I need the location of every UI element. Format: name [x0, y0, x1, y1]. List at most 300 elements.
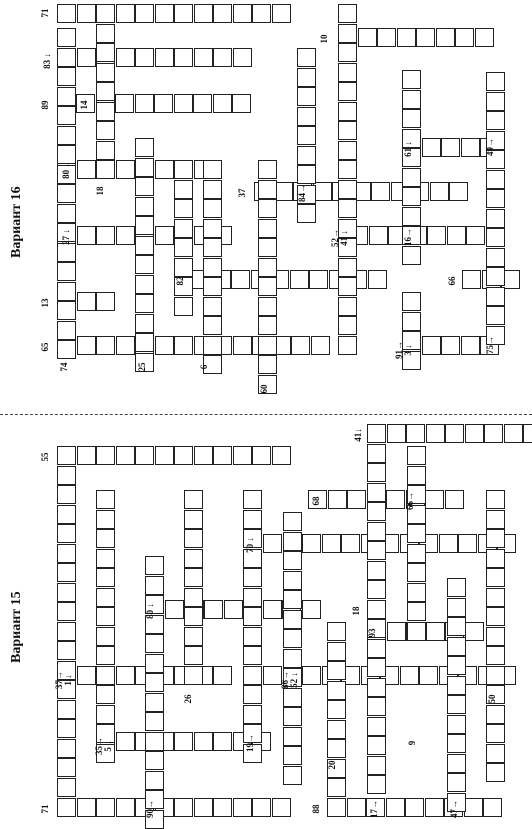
crossword-cell[interactable] — [407, 563, 426, 582]
crossword-cell[interactable] — [155, 160, 174, 179]
crossword-cell[interactable] — [154, 94, 173, 113]
crossword-cell[interactable] — [338, 121, 357, 140]
crossword-cell[interactable] — [145, 654, 164, 673]
crossword-cell[interactable] — [258, 160, 277, 179]
crossword-cell[interactable] — [297, 68, 316, 87]
crossword-cell[interactable] — [486, 170, 505, 189]
crossword-cell[interactable] — [258, 355, 277, 374]
crossword-cell[interactable] — [135, 294, 154, 313]
crossword-cell[interactable] — [441, 138, 460, 157]
crossword-cell[interactable] — [174, 798, 193, 817]
crossword-cell[interactable] — [243, 588, 262, 607]
crossword-cell[interactable] — [203, 336, 222, 355]
crossword-cell[interactable] — [145, 693, 164, 712]
crossword-cell[interactable] — [338, 297, 357, 316]
crossword-cell[interactable] — [194, 798, 213, 817]
crossword-cell[interactable] — [338, 258, 357, 277]
crossword-cell[interactable] — [338, 336, 357, 355]
crossword-cell[interactable] — [135, 275, 154, 294]
crossword-cell[interactable] — [96, 82, 115, 101]
crossword-cell[interactable] — [322, 534, 341, 553]
crossword-cell[interactable] — [77, 666, 96, 685]
crossword-cell[interactable] — [427, 226, 446, 245]
crossword-cell[interactable] — [367, 424, 386, 443]
crossword-cell[interactable] — [426, 622, 445, 641]
crossword-cell[interactable] — [338, 141, 357, 160]
crossword-cell[interactable] — [252, 798, 271, 817]
crossword-cell[interactable] — [135, 333, 154, 352]
crossword-cell[interactable] — [327, 661, 346, 680]
crossword-cell[interactable] — [165, 600, 184, 619]
crossword-cell[interactable] — [455, 28, 474, 47]
crossword-cell[interactable] — [96, 685, 115, 704]
crossword-cell[interactable] — [386, 490, 405, 509]
crossword-cell[interactable] — [243, 685, 262, 704]
crossword-cell[interactable] — [174, 4, 193, 23]
crossword-cell[interactable] — [57, 67, 76, 86]
crossword-cell[interactable] — [96, 549, 115, 568]
crossword-cell[interactable] — [184, 568, 203, 587]
crossword-cell[interactable] — [486, 588, 505, 607]
crossword-cell[interactable] — [145, 751, 164, 770]
crossword-cell[interactable] — [407, 544, 426, 563]
crossword-cell[interactable] — [96, 646, 115, 665]
crossword-cell[interactable] — [96, 336, 115, 355]
crossword-cell[interactable] — [96, 141, 115, 160]
crossword-cell[interactable] — [57, 622, 76, 641]
crossword-cell[interactable] — [486, 646, 505, 665]
crossword-cell[interactable] — [407, 583, 426, 602]
crossword-cell[interactable] — [174, 160, 193, 179]
crossword-cell[interactable] — [416, 28, 435, 47]
crossword-cell[interactable] — [297, 107, 316, 126]
crossword-cell[interactable] — [96, 102, 115, 121]
crossword-cell[interactable] — [57, 700, 76, 719]
crossword-cell[interactable] — [402, 168, 421, 187]
crossword-cell[interactable] — [203, 258, 222, 277]
crossword-cell[interactable] — [367, 522, 386, 541]
crossword-cell[interactable] — [116, 666, 135, 685]
crossword-cell[interactable] — [402, 70, 421, 89]
crossword-cell[interactable] — [458, 534, 477, 553]
crossword-cell[interactable] — [184, 666, 203, 685]
crossword-cell[interactable] — [57, 87, 76, 106]
crossword-cell[interactable] — [57, 48, 76, 67]
crossword-cell[interactable] — [402, 109, 421, 128]
crossword-cell[interactable] — [422, 138, 441, 157]
crossword-cell[interactable] — [135, 138, 154, 157]
crossword-cell[interactable] — [328, 490, 347, 509]
crossword-cell[interactable] — [116, 48, 135, 67]
crossword-cell[interactable] — [57, 583, 76, 602]
crossword-cell[interactable] — [367, 502, 386, 521]
crossword-cell[interactable] — [203, 160, 222, 179]
crossword-cell[interactable] — [213, 4, 232, 23]
crossword-cell[interactable] — [486, 607, 505, 626]
crossword-cell[interactable] — [302, 666, 321, 685]
crossword-cell[interactable] — [283, 746, 302, 765]
crossword-cell[interactable] — [77, 336, 96, 355]
crossword-cell[interactable] — [77, 48, 96, 67]
crossword-cell[interactable] — [297, 146, 316, 165]
crossword-cell[interactable] — [369, 226, 388, 245]
crossword-cell[interactable] — [77, 798, 96, 817]
crossword-cell[interactable] — [475, 28, 494, 47]
crossword-cell[interactable] — [290, 270, 309, 289]
crossword-cell[interactable] — [194, 446, 213, 465]
crossword-cell[interactable] — [327, 720, 346, 739]
crossword-cell[interactable] — [367, 444, 386, 463]
crossword-cell[interactable] — [283, 610, 302, 629]
crossword-cell[interactable] — [405, 798, 424, 817]
crossword-cell[interactable] — [258, 219, 277, 238]
crossword-cell[interactable] — [116, 226, 135, 245]
crossword-cell[interactable] — [57, 798, 76, 817]
crossword-cell[interactable] — [57, 28, 76, 47]
crossword-cell[interactable] — [523, 424, 532, 443]
crossword-cell[interactable] — [174, 180, 193, 199]
crossword-cell[interactable] — [96, 63, 115, 82]
crossword-cell[interactable] — [367, 541, 386, 560]
crossword-cell[interactable] — [302, 534, 321, 553]
crossword-cell[interactable] — [387, 622, 406, 641]
crossword-cell[interactable] — [135, 4, 154, 23]
crossword-cell[interactable] — [145, 732, 164, 751]
crossword-cell[interactable] — [338, 82, 357, 101]
crossword-cell[interactable] — [407, 466, 426, 485]
crossword-cell[interactable] — [447, 598, 466, 617]
crossword-cell[interactable] — [447, 754, 466, 773]
crossword-cell[interactable] — [243, 510, 262, 529]
crossword-cell[interactable] — [486, 490, 505, 509]
crossword-cell[interactable] — [327, 778, 346, 797]
crossword-cell[interactable] — [184, 607, 203, 626]
crossword-cell[interactable] — [486, 529, 505, 548]
crossword-cell[interactable] — [243, 666, 262, 685]
crossword-cell[interactable] — [96, 24, 115, 43]
crossword-cell[interactable] — [311, 336, 330, 355]
crossword-cell[interactable] — [213, 48, 232, 67]
crossword-cell[interactable] — [327, 700, 346, 719]
crossword-cell[interactable] — [283, 707, 302, 726]
crossword-cell[interactable] — [174, 94, 193, 113]
crossword-cell[interactable] — [145, 712, 164, 731]
crossword-cell[interactable] — [465, 622, 484, 641]
crossword-cell[interactable] — [135, 158, 154, 177]
crossword-cell[interactable] — [252, 446, 271, 465]
crossword-cell[interactable] — [77, 446, 96, 465]
crossword-cell[interactable] — [203, 219, 222, 238]
crossword-cell[interactable] — [57, 563, 76, 582]
crossword-cell[interactable] — [57, 466, 76, 485]
crossword-cell[interactable] — [203, 316, 222, 335]
crossword-cell[interactable] — [430, 182, 449, 201]
crossword-cell[interactable] — [233, 4, 252, 23]
crossword-cell[interactable] — [439, 534, 458, 553]
crossword-cell[interactable] — [283, 590, 302, 609]
crossword-cell[interactable] — [57, 282, 76, 301]
crossword-cell[interactable] — [155, 4, 174, 23]
crossword-cell[interactable] — [194, 732, 213, 751]
crossword-cell[interactable] — [338, 102, 357, 121]
crossword-cell[interactable] — [447, 715, 466, 734]
crossword-cell[interactable] — [486, 763, 505, 782]
crossword-cell[interactable] — [445, 490, 464, 509]
crossword-cell[interactable] — [258, 336, 277, 355]
crossword-cell[interactable] — [258, 180, 277, 199]
crossword-cell[interactable] — [397, 28, 416, 47]
crossword-cell[interactable] — [116, 798, 135, 817]
crossword-cell[interactable] — [116, 4, 135, 23]
crossword-cell[interactable] — [462, 270, 481, 289]
crossword-cell[interactable] — [407, 622, 426, 641]
crossword-cell[interactable] — [135, 177, 154, 196]
crossword-cell[interactable] — [338, 316, 357, 335]
crossword-cell[interactable] — [338, 63, 357, 82]
crossword-cell[interactable] — [309, 270, 328, 289]
crossword-cell[interactable] — [213, 94, 232, 113]
crossword-cell[interactable] — [283, 727, 302, 746]
crossword-cell[interactable] — [184, 490, 203, 509]
crossword-cell[interactable] — [447, 578, 466, 597]
crossword-cell[interactable] — [116, 336, 135, 355]
crossword-cell[interactable] — [96, 160, 115, 179]
crossword-cell[interactable] — [407, 602, 426, 621]
crossword-cell[interactable] — [425, 798, 444, 817]
crossword-cell[interactable] — [486, 568, 505, 587]
crossword-cell[interactable] — [483, 798, 502, 817]
crossword-cell[interactable] — [203, 277, 222, 296]
crossword-cell[interactable] — [203, 199, 222, 218]
crossword-cell[interactable] — [174, 297, 193, 316]
crossword-cell[interactable] — [57, 446, 76, 465]
crossword-cell[interactable] — [406, 424, 425, 443]
crossword-cell[interactable] — [145, 771, 164, 790]
crossword-cell[interactable] — [194, 48, 213, 67]
crossword-cell[interactable] — [243, 627, 262, 646]
crossword-cell[interactable] — [116, 446, 135, 465]
crossword-cell[interactable] — [258, 316, 277, 335]
crossword-cell[interactable] — [258, 238, 277, 257]
crossword-cell[interactable] — [367, 483, 386, 502]
crossword-cell[interactable] — [486, 627, 505, 646]
crossword-cell[interactable] — [486, 510, 505, 529]
crossword-cell[interactable] — [426, 424, 445, 443]
crossword-cell[interactable] — [155, 446, 174, 465]
crossword-cell[interactable] — [486, 744, 505, 763]
crossword-cell[interactable] — [96, 588, 115, 607]
crossword-cell[interactable] — [347, 798, 366, 817]
crossword-cell[interactable] — [402, 90, 421, 109]
crossword-cell[interactable] — [441, 336, 460, 355]
crossword-cell[interactable] — [486, 666, 505, 685]
crossword-cell[interactable] — [174, 219, 193, 238]
crossword-cell[interactable] — [57, 778, 76, 797]
crossword-cell[interactable] — [57, 524, 76, 543]
crossword-cell[interactable] — [465, 424, 484, 443]
crossword-cell[interactable] — [367, 600, 386, 619]
crossword-cell[interactable] — [243, 607, 262, 626]
crossword-cell[interactable] — [447, 773, 466, 792]
crossword-cell[interactable] — [486, 228, 505, 247]
crossword-cell[interactable] — [272, 446, 291, 465]
crossword-cell[interactable] — [135, 216, 154, 235]
crossword-cell[interactable] — [464, 798, 483, 817]
crossword-cell[interactable] — [174, 732, 193, 751]
crossword-cell[interactable] — [386, 798, 405, 817]
crossword-cell[interactable] — [447, 617, 466, 636]
crossword-cell[interactable] — [486, 92, 505, 111]
crossword-cell[interactable] — [367, 463, 386, 482]
crossword-cell[interactable] — [449, 182, 468, 201]
crossword-cell[interactable] — [347, 490, 366, 509]
crossword-cell[interactable] — [135, 94, 154, 113]
crossword-cell[interactable] — [135, 197, 154, 216]
crossword-cell[interactable] — [213, 798, 232, 817]
crossword-cell[interactable] — [96, 568, 115, 587]
crossword-cell[interactable] — [371, 182, 390, 201]
crossword-cell[interactable] — [297, 126, 316, 145]
crossword-cell[interactable] — [96, 490, 115, 509]
crossword-cell[interactable] — [367, 775, 386, 794]
crossword-cell[interactable] — [504, 424, 523, 443]
crossword-cell[interactable] — [327, 622, 346, 641]
crossword-cell[interactable] — [377, 28, 396, 47]
crossword-cell[interactable] — [155, 48, 174, 67]
crossword-cell[interactable] — [145, 556, 164, 575]
crossword-cell[interactable] — [338, 24, 357, 43]
crossword-cell[interactable] — [184, 510, 203, 529]
crossword-cell[interactable] — [258, 277, 277, 296]
crossword-cell[interactable] — [77, 292, 96, 311]
crossword-cell[interactable] — [174, 199, 193, 218]
crossword-cell[interactable] — [367, 717, 386, 736]
crossword-cell[interactable] — [258, 297, 277, 316]
crossword-cell[interactable] — [402, 187, 421, 206]
crossword-cell[interactable] — [461, 138, 480, 157]
crossword-cell[interactable] — [338, 277, 357, 296]
crossword-cell[interactable] — [367, 736, 386, 755]
crossword-cell[interactable] — [57, 106, 76, 125]
crossword-cell[interactable] — [252, 4, 271, 23]
crossword-cell[interactable] — [263, 534, 282, 553]
crossword-cell[interactable] — [96, 4, 115, 23]
crossword-cell[interactable] — [57, 505, 76, 524]
crossword-cell[interactable] — [283, 766, 302, 785]
crossword-cell[interactable] — [57, 758, 76, 777]
crossword-cell[interactable] — [213, 732, 232, 751]
crossword-cell[interactable] — [135, 236, 154, 255]
crossword-cell[interactable] — [402, 312, 421, 331]
crossword-cell[interactable] — [484, 424, 503, 443]
crossword-cell[interactable] — [57, 739, 76, 758]
crossword-cell[interactable] — [272, 4, 291, 23]
crossword-cell[interactable] — [57, 485, 76, 504]
crossword-cell[interactable] — [419, 666, 438, 685]
crossword-cell[interactable] — [486, 287, 505, 306]
crossword-cell[interactable] — [96, 627, 115, 646]
crossword-cell[interactable] — [184, 529, 203, 548]
crossword-cell[interactable] — [407, 524, 426, 543]
crossword-cell[interactable] — [283, 551, 302, 570]
crossword-cell[interactable] — [258, 258, 277, 277]
crossword-cell[interactable] — [77, 160, 96, 179]
crossword-cell[interactable] — [233, 48, 252, 67]
crossword-cell[interactable] — [57, 301, 76, 320]
crossword-cell[interactable] — [258, 199, 277, 218]
crossword-cell[interactable] — [447, 226, 466, 245]
crossword-cell[interactable] — [174, 238, 193, 257]
crossword-cell[interactable] — [57, 184, 76, 203]
crossword-cell[interactable] — [283, 629, 302, 648]
crossword-cell[interactable] — [367, 580, 386, 599]
crossword-cell[interactable] — [436, 28, 455, 47]
crossword-cell[interactable] — [184, 549, 203, 568]
crossword-cell[interactable] — [116, 160, 135, 179]
crossword-cell[interactable] — [115, 94, 134, 113]
crossword-cell[interactable] — [145, 634, 164, 653]
crossword-cell[interactable] — [135, 255, 154, 274]
crossword-cell[interactable] — [96, 705, 115, 724]
crossword-cell[interactable] — [327, 642, 346, 661]
crossword-cell[interactable] — [57, 321, 76, 340]
crossword-cell[interactable] — [486, 306, 505, 325]
crossword-cell[interactable] — [243, 705, 262, 724]
crossword-cell[interactable] — [184, 588, 203, 607]
crossword-cell[interactable] — [486, 209, 505, 228]
crossword-cell[interactable] — [486, 724, 505, 743]
crossword-cell[interactable] — [96, 43, 115, 62]
crossword-cell[interactable] — [231, 270, 250, 289]
crossword-cell[interactable] — [57, 126, 76, 145]
crossword-cell[interactable] — [96, 292, 115, 311]
crossword-cell[interactable] — [368, 270, 387, 289]
crossword-cell[interactable] — [447, 734, 466, 753]
crossword-cell[interactable] — [338, 160, 357, 179]
crossword-cell[interactable] — [96, 510, 115, 529]
crossword-cell[interactable] — [447, 676, 466, 695]
crossword-cell[interactable] — [367, 678, 386, 697]
crossword-cell[interactable] — [57, 544, 76, 563]
crossword-cell[interactable] — [367, 658, 386, 677]
crossword-cell[interactable] — [155, 226, 174, 245]
crossword-cell[interactable] — [174, 336, 193, 355]
crossword-cell[interactable] — [367, 697, 386, 716]
crossword-cell[interactable] — [243, 568, 262, 587]
crossword-cell[interactable] — [291, 336, 310, 355]
crossword-cell[interactable] — [135, 446, 154, 465]
crossword-cell[interactable] — [57, 641, 76, 660]
crossword-cell[interactable] — [341, 534, 360, 553]
crossword-cell[interactable] — [302, 600, 321, 619]
crossword-cell[interactable] — [461, 336, 480, 355]
crossword-cell[interactable] — [338, 180, 357, 199]
crossword-cell[interactable] — [338, 4, 357, 23]
crossword-cell[interactable] — [57, 719, 76, 738]
crossword-cell[interactable] — [233, 798, 252, 817]
crossword-cell[interactable] — [203, 180, 222, 199]
crossword-cell[interactable] — [194, 4, 213, 23]
crossword-cell[interactable] — [402, 292, 421, 311]
crossword-cell[interactable] — [447, 695, 466, 714]
crossword-cell[interactable] — [486, 111, 505, 130]
crossword-cell[interactable] — [233, 336, 252, 355]
crossword-cell[interactable] — [57, 602, 76, 621]
crossword-cell[interactable] — [445, 424, 464, 443]
crossword-cell[interactable] — [283, 532, 302, 551]
crossword-cell[interactable] — [338, 199, 357, 218]
crossword-cell[interactable] — [193, 94, 212, 113]
